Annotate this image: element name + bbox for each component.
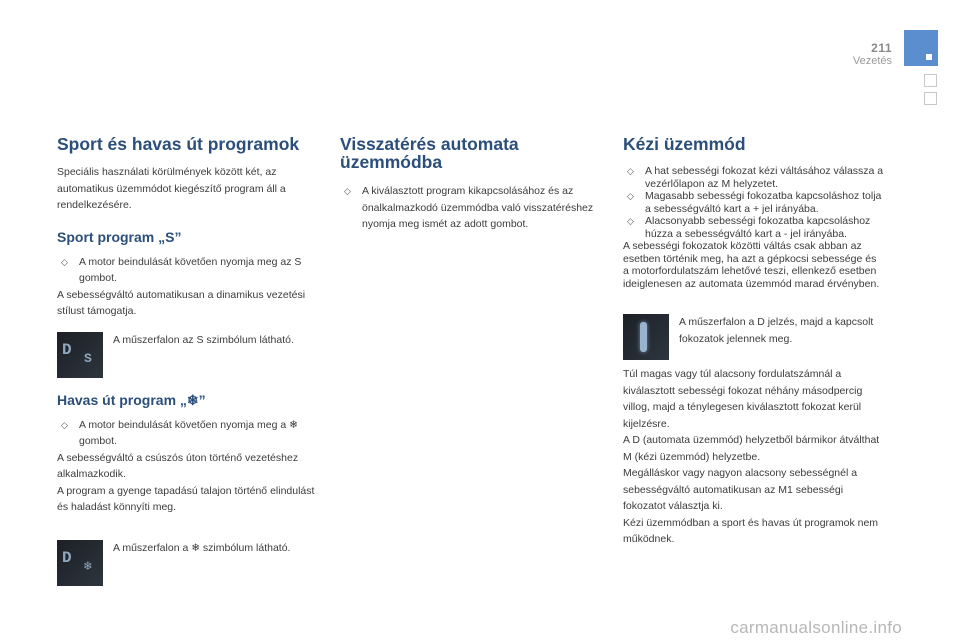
section-heading: Kézi üzemmód: [623, 134, 746, 154]
dashboard-snow-image: [57, 540, 103, 586]
body-text: A sebességváltó automatikusan a dinamikus vezetési stílust támogatja.: [57, 288, 306, 317]
body-text: Megálláskor vagy nagyon alacsony sebességnél a sebességváltó automatikusan az M1 sebességi fokozatot választja ki.: [623, 467, 858, 512]
bullet-icon: ◇: [344, 186, 351, 196]
body-text: A sebességváltó a csúszós úton történő vezetéshez alkalmazkodik.: [57, 451, 299, 480]
bullet-list: [623, 165, 885, 240]
list-item: [57, 417, 319, 450]
intro-text: Speciális használati körülmények között két, az automatikus üzemmódot kiegészítő program áll a rendelkezésére.: [57, 166, 286, 211]
bullet-icon: ◇: [61, 419, 68, 430]
list-item: [623, 165, 885, 190]
sport-heading: Sport program „S”: [57, 228, 182, 245]
sport-s-glyph: S: [84, 350, 92, 366]
section-heading: Visszatérés automata üzemmódba: [340, 134, 519, 172]
dashboard-sport-image: [57, 332, 103, 378]
chapter-tab: [924, 74, 937, 87]
list-item-text: A hat sebességi fokozat kézi váltásához válassza a vezérlőlapon az M helyzetet.: [645, 165, 884, 190]
bullet-icon: ◇: [627, 216, 634, 226]
gear-d-glyph: D: [62, 340, 72, 359]
list-item: [623, 190, 885, 215]
bullet-icon: ◇: [627, 166, 634, 176]
figure-sport: [57, 332, 319, 378]
list-item-text: Magasabb sebességi fokozatba kapcsoláshoz tolja a sebességváltó kart a + jel irányába.: [645, 190, 882, 215]
list-item-text: A motor beindulását követően nyomja meg a ❄ gombot.: [79, 418, 298, 447]
column-manual-mode: [623, 135, 885, 548]
body-text: Túl magas vagy túl alacsony fordulatszámnál a kiválasztott sebességi fokozat néhány másodpercig villog, majd a ténylegesen kiválasztott fokozat kerül kijelzésre.: [623, 368, 863, 430]
tab-marker-icon: [926, 54, 932, 60]
figure-caption: A műszerfalon az S szimbólum látható.: [113, 333, 294, 346]
figure-caption: A műszerfalon a D jelzés, majd a kapcsolt fokozatok jelennek meg.: [679, 316, 874, 345]
chapter-tab: [924, 92, 937, 105]
figure-manual: [623, 314, 885, 360]
body-text: Kézi üzemmódban a sport és havas út programok nem működnek.: [623, 516, 879, 545]
list-item: [57, 254, 319, 287]
column-return-auto: [340, 135, 600, 233]
gear-digit-glyph: [640, 322, 647, 352]
page-number: 211: [871, 41, 892, 55]
body-text: A program a gyenge tapadású talajon történő elindulást és haladást könnyíti meg.: [57, 484, 315, 513]
figure-snow: [57, 540, 319, 586]
section-heading: Sport és havas út programok: [57, 134, 300, 154]
list-item: [623, 215, 885, 240]
list-item-text: A kiválasztott program kikapcsolásához és az önalkalmazkodó üzemmódba való visszatéréshez nyomja meg ismét az adott gombot.: [362, 185, 594, 230]
figure-caption: A műszerfalon a ❄ szimbólum látható.: [113, 541, 291, 554]
watermark: carmanualsonline.info: [730, 618, 902, 637]
dashboard-gear-image: [623, 314, 669, 360]
list-item-text: Alacsonyabb sebességi fokozatba kapcsoláshoz húzza a sebességváltó kart a - jel irányába.: [645, 215, 871, 240]
list-item: [340, 183, 600, 233]
section-title: Vezetés: [852, 55, 892, 67]
list-item-text: A motor beindulását követően nyomja meg az S gombot.: [79, 255, 302, 284]
bullet-icon: ◇: [61, 256, 68, 267]
column-sport-snow: [57, 135, 319, 586]
gear-d-glyph: D: [62, 548, 72, 567]
body-text: A sebességi fokozatok közötti váltás csak abban az esetben történik meg, ha azt a gépkocsi sebessége és a motorfordulatszám lehetővé teszi, ellenkező esetben ideiglenesen az automata üzemmód marad érvényben.: [623, 240, 880, 290]
snowflake-icon: ❄: [84, 558, 92, 574]
body-text: A D (automata üzemmód) helyzetből bármikor átválthat M (kézi üzemmód) helyzetbe.: [623, 434, 880, 463]
snow-heading: Havas út program „❄”: [57, 391, 206, 408]
chapter-tab-active: [904, 30, 938, 66]
bullet-icon: ◇: [627, 191, 634, 201]
